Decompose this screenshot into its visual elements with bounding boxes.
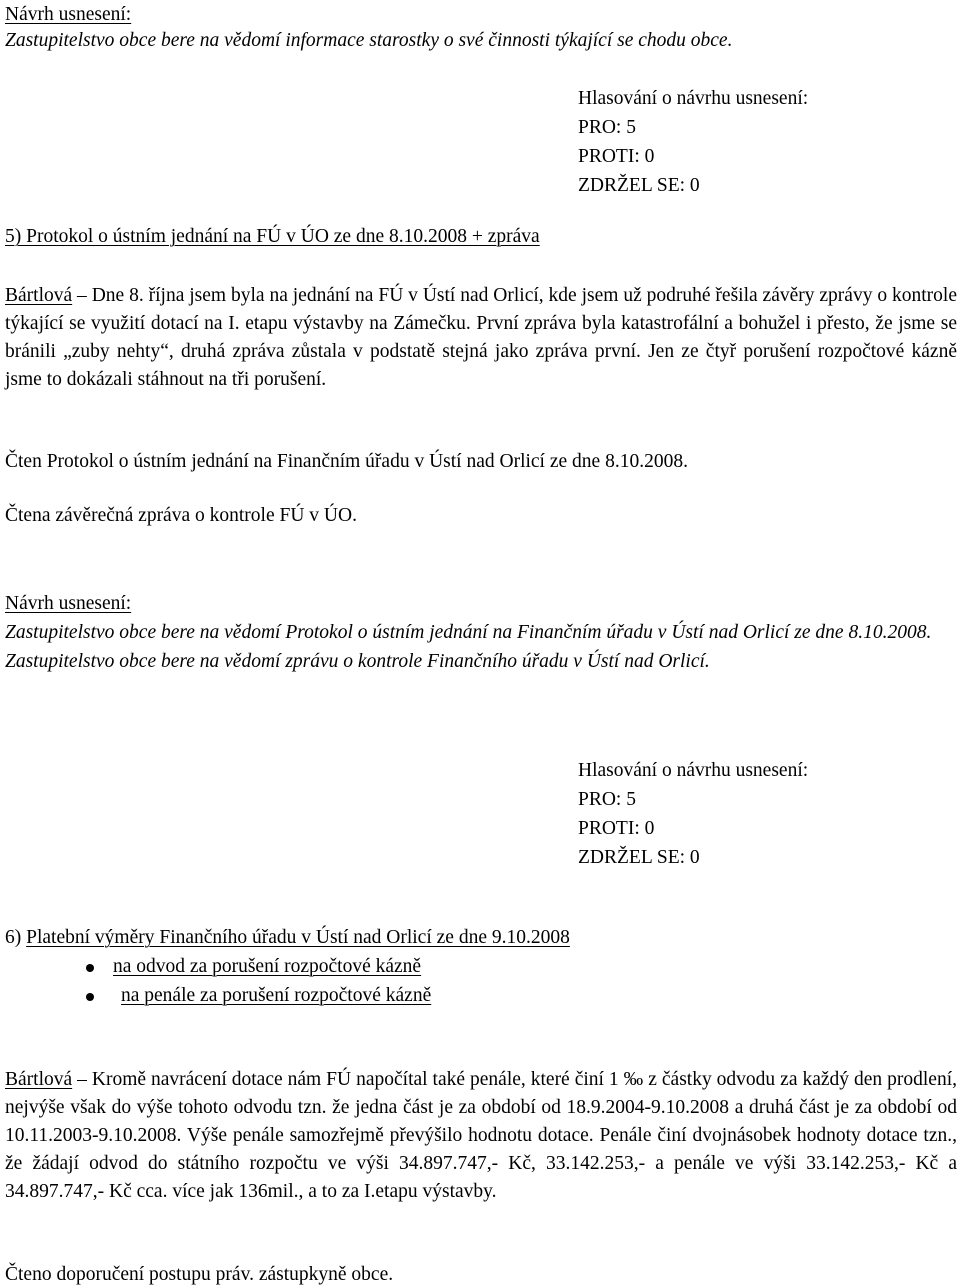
vote-block-1 [578, 84, 938, 200]
speaker-name: Bártlová [5, 285, 73, 306]
proposal-label: Návrh usnesení: [5, 593, 132, 614]
vote-title: Hlasování o návrhu usnesení: [578, 88, 809, 109]
list-item: na penále za porušení rozpočtové kázně [0, 983, 900, 1009]
proposal-text-2: Zastupitelstvo obce bere na vědomí zprávu o kontrole Finančního úřadu v Ústí nad Orlicí. [5, 651, 710, 672]
bullet-icon [86, 993, 94, 1001]
vote-zdrzel: ZDRŽEL SE: 0 [578, 175, 700, 196]
proposal-text: Zastupitelstvo obce bere na vědomí informace starostky o své činnosti týkající se chodu obce. [5, 30, 733, 51]
item-6-heading: 6) Platební výměry Finančního úřadu v Ústí nad Orlicí ze dne 9.10.2008 [5, 927, 570, 948]
vote-pro: PRO: 5 [578, 117, 636, 138]
item-5-read-2: Čtena závěrečná zpráva o kontrole FÚ v ÚO. [5, 505, 357, 526]
speech-text: – Kromě navrácení dotace nám FÚ napočítal také penále, které činí 1 ‰ z částky odvodu za každý den prodlení, nejvýše však do výše tohoto odvodu tzn. že jedna část je za období od 18.9.2004-9.10.2008 a druhá část je za období od 10.11.2003-9.10.2008. Výše penále samozřejmě převýšilo hodnotu dotace. Penále činí dvojnásobek hodnoty dotace tzn., že žádají odvod do státního rozpočtu ve výši 34.897.747,- Kč, 33.142.253,- a penále ve výši 33.142.253,- Kč a 34.897.747,- Kč cca. více jak 136mil., a to za I.etapu výstavby. [5, 1069, 957, 1202]
speaker-name: Bártlová [5, 1069, 73, 1090]
speech-text: – Dne 8. října jsem byla na jednání na FÚ v Ústí nad Orlicí, kde jsem už podruhé řešila závěry zprávy o kontrole týkající se využití dotací na I. etapu výstavby na Zámečku. První zpráva byla katastrofální a bohužel i přesto, že jsme se bránili „zuby nehty“, druhá zpráva zůstala v podstatě stejná jako zpráva první. Jen ze čtyř porušení rozpočtové kázně jsme to dokázali stáhnout na tři porušení. [5, 285, 957, 390]
resolution-block-2 [5, 589, 957, 676]
vote-zdrzel: ZDRŽEL SE: 0 [578, 847, 700, 868]
item-5-speech [5, 282, 957, 394]
item-6-bullet-list [0, 954, 900, 1009]
item-5-read-1: Čten Protokol o ústním jednání na Finančním úřadu v Ústí nad Orlicí ze dne 8.10.2008. [5, 451, 688, 472]
vote-title: Hlasování o návrhu usnesení: [578, 760, 809, 781]
resolution-block-1 [5, 2, 957, 54]
vote-block-2 [578, 756, 938, 872]
proposal-label: Návrh usnesení: [5, 4, 132, 25]
bullet-icon [86, 964, 94, 972]
list-item: na odvod za porušení rozpočtové kázně [0, 954, 900, 980]
item-6-last-line: Čteno doporučení postupu práv. zástupkyně obce. [5, 1264, 394, 1285]
vote-proti: PROTI: 0 [578, 146, 655, 167]
proposal-text-1: Zastupitelstvo obce bere na vědomí Protokol o ústním jednání na Finančním úřadu v Ústí nad Orlicí ze dne 8.10.2008. [5, 622, 932, 643]
item-6-speech [5, 1066, 957, 1206]
vote-pro: PRO: 5 [578, 789, 636, 810]
vote-proti: PROTI: 0 [578, 818, 655, 839]
item-5-heading: 5) Protokol o ústním jednání na FÚ v ÚO ze dne 8.10.2008 + zpráva [5, 226, 540, 247]
